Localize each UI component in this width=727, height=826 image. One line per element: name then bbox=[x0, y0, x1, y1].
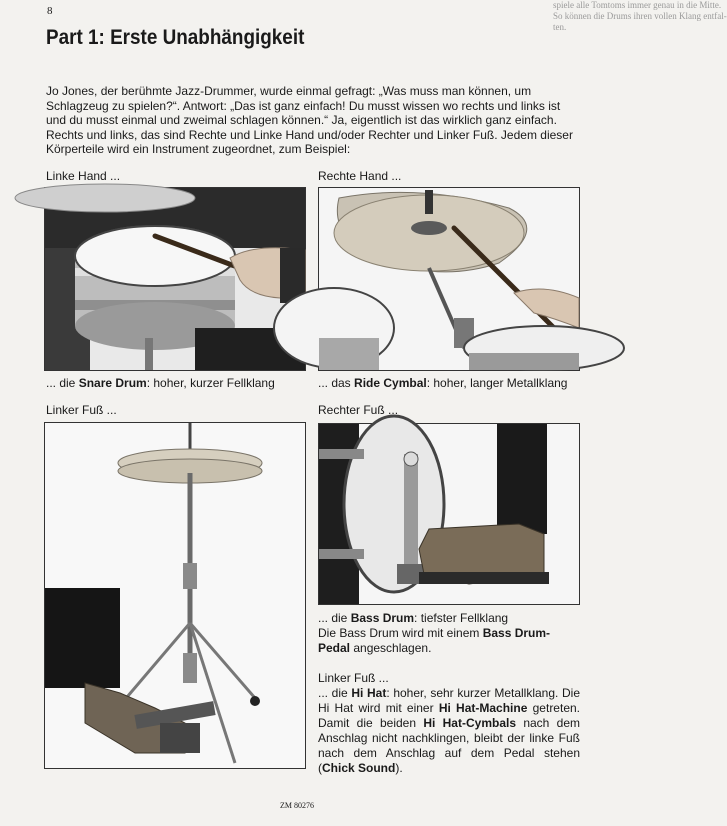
label-left-foot: Linker Fuß ... bbox=[46, 403, 117, 417]
caption-prefix: ... die bbox=[46, 376, 79, 390]
term-hi-hat-cymbals: Hi Hat-Cymbals bbox=[423, 716, 516, 730]
bleed-through-text bbox=[553, 0, 727, 70]
caption-snare-drum bbox=[46, 376, 275, 391]
hi-hat-paragraph bbox=[318, 686, 580, 776]
bleed-line: spiele alle Tomtoms immer genau in die Mitte. bbox=[553, 0, 722, 10]
hi-hat-label: Linker Fuß ... bbox=[318, 671, 389, 685]
bleed-line: ten. bbox=[553, 22, 567, 32]
text-span: ... die bbox=[318, 686, 352, 700]
caption-pedal-term: Bass Drum-Pedal bbox=[318, 626, 551, 655]
intro-paragraph: Jo Jones, der berühmte Jazz-Drummer, wurde einmal gefragt: „Was muss man können, um Schlagzeug zu spielen?“. Antwort: „Das ist ganz einfach! Du musst wissen wo rechts und links ist und du musst einmal und zweimal schlagen können.“ Ja, eigentlich ist das wirklich ganz einfach. Rechts und links, das sind Rechte und Linke Hand und/oder Rechter und Linker Fuß. Jedem dieser Körperteile wird ein Instrument zugeordnet, zum Beispiel: bbox=[46, 84, 573, 157]
hi-hat-description bbox=[318, 671, 580, 776]
term-hi-hat-machine: Hi Hat-Machine bbox=[438, 701, 528, 715]
label-left-hand: Linke Hand ... bbox=[46, 169, 121, 183]
snare-drum-illustration bbox=[45, 188, 305, 370]
caption-prefix: ... die bbox=[318, 611, 351, 625]
caption-rest: : tiefster Fellklang bbox=[414, 611, 509, 625]
photo-bass-drum bbox=[318, 423, 580, 605]
term-chick-sound: Chick Sound bbox=[322, 761, 396, 775]
caption-term: Bass Drum bbox=[350, 611, 415, 625]
ride-cymbal-illustration bbox=[319, 188, 579, 370]
caption-pedal-line bbox=[318, 626, 580, 656]
photo-ride-cymbal bbox=[318, 187, 580, 371]
footer-code: ZM 80276 bbox=[280, 801, 314, 810]
label-right-foot: Rechter Fuß ... bbox=[318, 403, 399, 417]
label-right-hand: Rechte Hand ... bbox=[318, 169, 402, 183]
caption-rest: : hoher, langer Metallklang bbox=[426, 376, 568, 390]
page-title: Part 1: Erste Unabhängigkeit bbox=[46, 26, 305, 49]
caption-rest: : hoher, kurzer Fellklang bbox=[146, 376, 275, 390]
photo-hi-hat bbox=[44, 422, 306, 769]
caption-ride-cymbal bbox=[318, 376, 567, 391]
caption-term: Ride Cymbal bbox=[354, 376, 427, 390]
page-number: 8 bbox=[47, 5, 53, 17]
text-span: ). bbox=[395, 761, 403, 775]
photo-snare-drum bbox=[44, 187, 306, 371]
text-span: getreten. Damit die beiden bbox=[318, 701, 581, 730]
caption-pedal-prefix: Die Bass Drum wird mit einem bbox=[318, 626, 483, 640]
caption-term: Snare Drum bbox=[78, 376, 147, 390]
text-span: nach dem Anschlag nicht nachklingen, bleibt der linke Fuß nach dem Anschlag auf dem Pedal stehen ( bbox=[318, 716, 580, 775]
term-hi-hat: Hi Hat bbox=[351, 686, 387, 700]
bleed-line: So können die Drums ihren vollen Klang entfal- bbox=[553, 11, 727, 21]
caption-bass-drum bbox=[318, 611, 580, 656]
bass-drum-illustration bbox=[319, 424, 579, 604]
caption-bass-line bbox=[318, 611, 580, 626]
caption-pedal-rest: angeschlagen. bbox=[350, 641, 432, 655]
hi-hat-illustration bbox=[45, 423, 305, 768]
text-span: : hoher, sehr kurzer Metallklang. Die Hi Hat wird mit einer bbox=[318, 686, 581, 715]
caption-prefix: ... das bbox=[318, 376, 355, 390]
